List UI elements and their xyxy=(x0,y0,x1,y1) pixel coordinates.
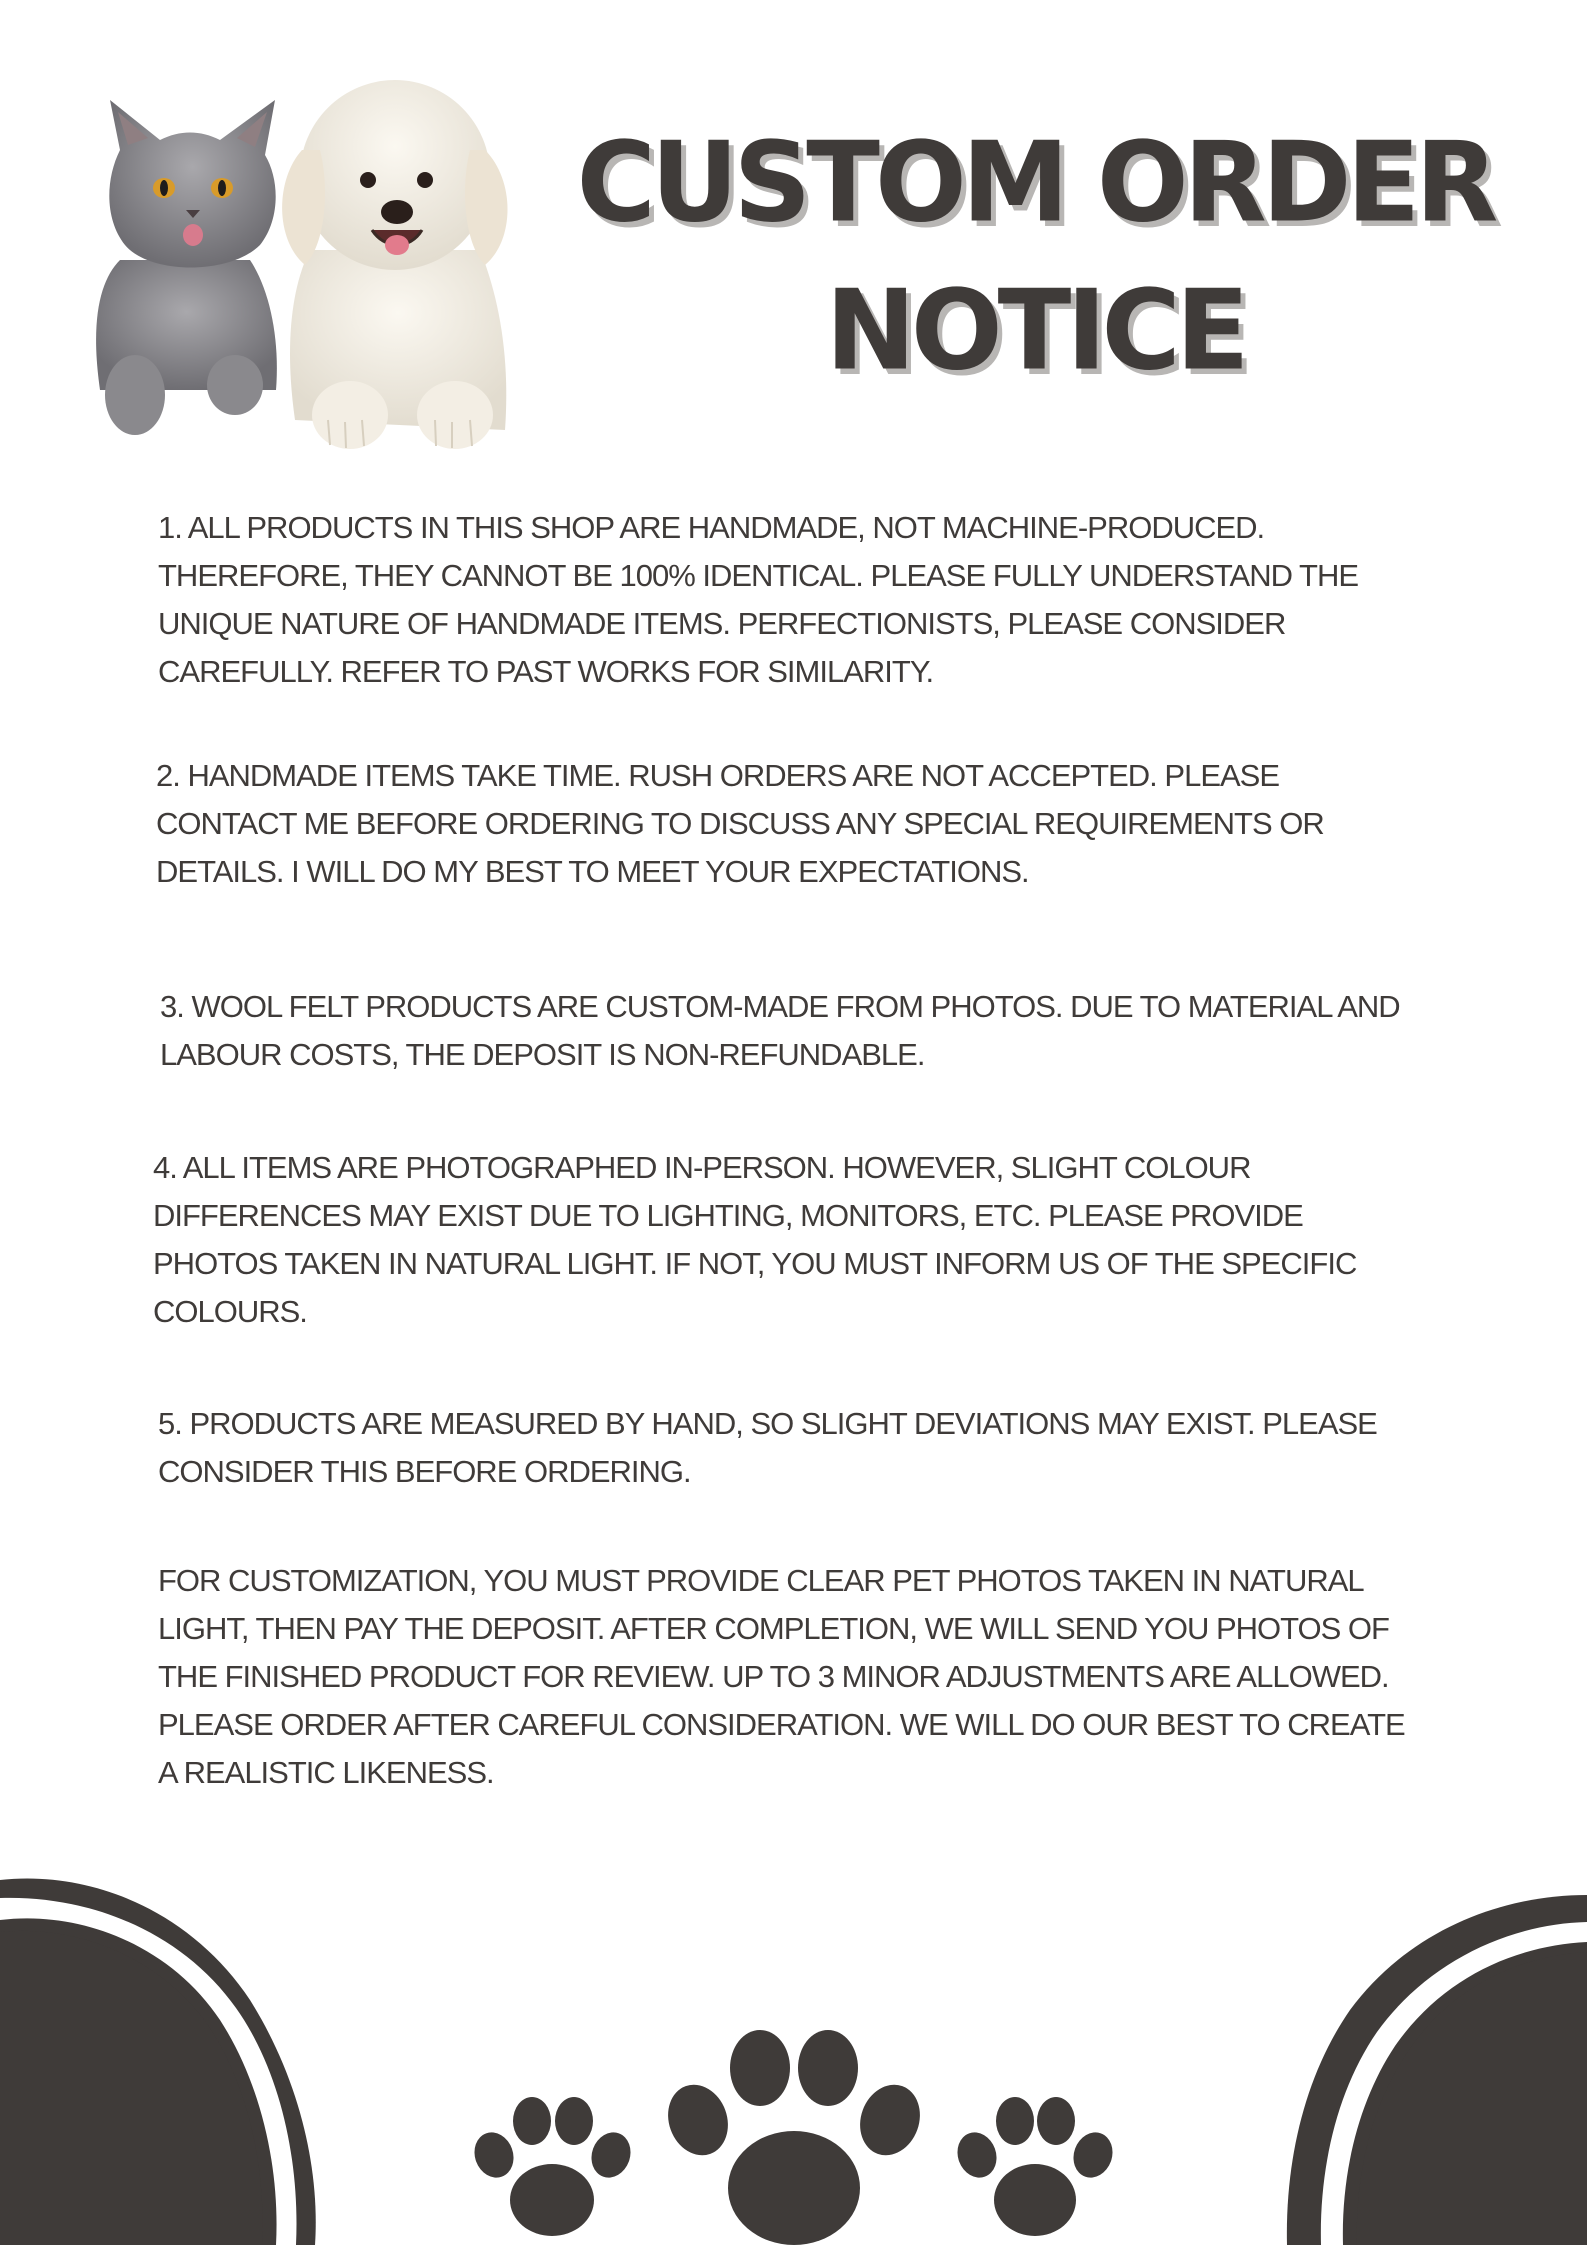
notice-item-5: 5. PRODUCTS ARE MEASURED BY HAND, SO SLIGHT DEVIATIONS MAY EXIST. PLEASE CONSIDER THIS BEFORE ORDERING. xyxy=(158,1406,1377,1489)
brush-circle-right-decoration xyxy=(1255,1890,1587,2245)
notice-item-3: 3. WOOL FELT PRODUCTS ARE CUSTOM-MADE FROM PHOTOS. DUE TO MATERIAL AND LABOUR COSTS, THE DEPOSIT IS NON-REFUNDABLE. xyxy=(160,989,1400,1072)
paw-icon xyxy=(955,2095,1115,2245)
brush-circle-left-decoration xyxy=(0,1850,340,2245)
cat-illustration xyxy=(85,100,285,435)
paw-icon xyxy=(668,2028,920,2245)
page-title xyxy=(570,110,1500,406)
title-line-1: CUSTOM ORDER xyxy=(576,119,1494,248)
title-line-2: NOTICE xyxy=(825,267,1245,396)
notice-item-1: 1. ALL PRODUCTS IN THIS SHOP ARE HANDMADE, NOT MACHINE-PRODUCED. THEREFORE, THEY CANNOT BE 100% IDENTICAL. PLEASE FULLY UNDERSTAND THE UNIQUE NATURE OF HANDMADE ITEMS. PERFECTIONISTS, PLEASE CONSIDER CAREFULLY. REFER TO PAST WORKS FOR SIMILARITY. xyxy=(158,510,1359,689)
notice-item-2: 2. HANDMADE ITEMS TAKE TIME. RUSH ORDERS ARE NOT ACCEPTED. PLEASE CONTACT ME BEFORE ORDERING TO DISCUSS ANY SPECIAL REQUIREMENTS OR DETAILS. I WILL DO MY BEST TO MEET YOUR EXPECTATIONS. xyxy=(156,758,1324,889)
customization-note: FOR CUSTOMIZATION, YOU MUST PROVIDE CLEAR PET PHOTOS TAKEN IN NATURAL LIGHT, THEN PAY THE DEPOSIT. AFTER COMPLETION, WE WILL SEND YOU PHOTOS OF THE FINISHED PRODUCT FOR REVIEW. UP TO 3 MINOR ADJUSTMENTS ARE ALLOWED. PLEASE ORDER AFTER CAREFUL CONSIDERATION. WE WILL DO OUR BEST TO CREATE A REALISTIC LIKENESS. xyxy=(158,1563,1405,1790)
dog-illustration xyxy=(282,80,507,449)
notice-item-4: 4. ALL ITEMS ARE PHOTOGRAPHED IN-PERSON. HOWEVER, SLIGHT COLOUR DIFFERENCES MAY EXIST DUE TO LIGHTING, MONITORS, ETC. PLEASE PROVIDE PHOTOS TAKEN IN NATURAL LIGHT. IF NOT, YOU MUST INFORM US OF THE SPECIFIC COLOURS. xyxy=(153,1150,1357,1329)
paw-icon xyxy=(470,2095,635,2245)
cat-and-dog-illustration xyxy=(80,60,540,450)
